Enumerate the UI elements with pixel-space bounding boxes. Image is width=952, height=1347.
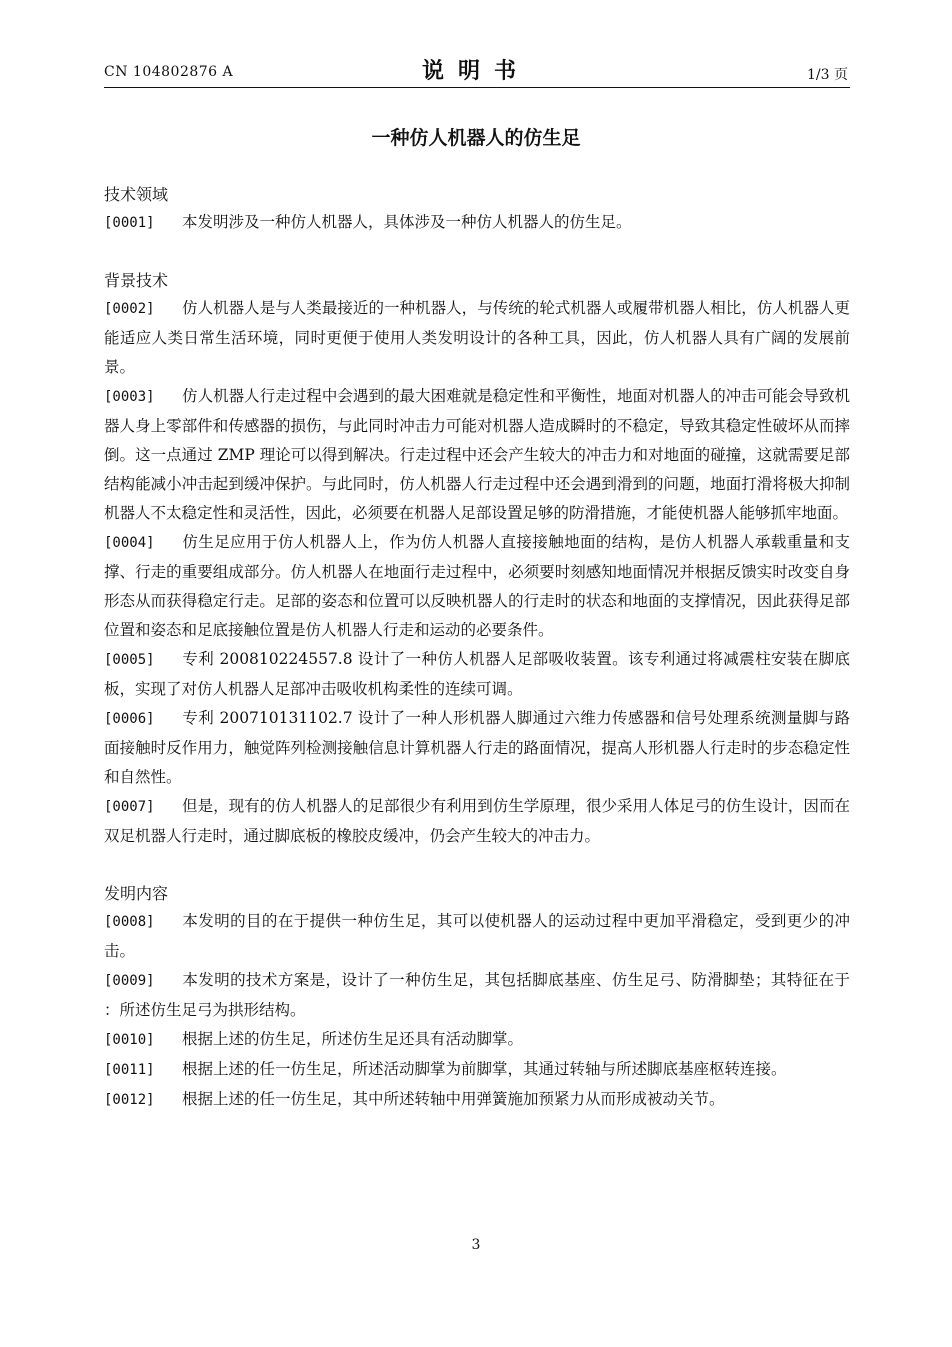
page-indicator: 1/3 页	[807, 67, 848, 83]
paragraph-text: 但是，现有的仿人机器人的足部很少有利用到仿生学原理，很少采用人体足弓的仿生设计，因而在双足机器人行走时，通过脚底板的橡胶皮缓冲，仍会产生较大的冲击力。	[104, 797, 850, 845]
patent-number: CN 104802876 A	[104, 64, 234, 80]
paragraph-number: [0009]	[104, 973, 155, 989]
paragraph-text: 专利 200810224557.8 设计了一种仿人机器人足部吸收装置。该专利通过将减震柱安装在脚底板，实现了对仿人机器人足部冲击吸收机构柔性的连续可调。	[104, 650, 850, 698]
paragraph	[104, 1085, 850, 1115]
header-rule	[104, 87, 850, 88]
section-technical-field	[104, 182, 850, 238]
paragraph-number: [0007]	[104, 799, 155, 815]
document-type: 说明书	[421, 58, 530, 84]
section-heading: 技术领域	[104, 185, 169, 204]
paragraph-text: 根据上述的任一仿生足，其中所述转轴中用弹簧施加预紧力从而形成被动关节。	[182, 1090, 725, 1108]
paragraph-text: 仿人机器人行走过程中会遇到的最大困难就是稳定性和平衡性，地面对机器人的冲击可能会导致机器人身上零部件和传感器的损伤，与此同时冲击力可能对机器人造成瞬时的不稳定，导致其稳定性破坏从而摔倒。这一点通过 ZMP 理论可以得到解决。行走过程中还会产生较大的冲击力和对地面的碰撞，这就需要足部结构能减小冲击起到缓冲保护。与此同时，仿人机器人行走过程中还会遇到滑到的问题，地面打滑将极大抑制机器人不太稳定性和灵活性，因此，必须要在机器人足部设置足够的防滑措施，才能使机器人能够抓牢地面。	[104, 387, 850, 522]
paragraph-number: [0001]	[104, 215, 155, 231]
paragraph-text: 根据上述的仿生足，所述仿生足还具有活动脚掌。	[182, 1030, 524, 1048]
paragraph-number: [0002]	[104, 301, 155, 317]
paragraph-text: 本发明涉及一种仿人机器人，具体涉及一种仿人机器人的仿生足。	[182, 213, 632, 231]
section-summary	[104, 881, 850, 1115]
paragraph-number: [0010]	[104, 1032, 155, 1048]
paragraph	[104, 704, 850, 792]
paragraph-text: 本发明的目的在于提供一种仿生足，其可以使机器人的运动过程中更加平滑稳定，受到更少的冲击。	[104, 912, 850, 960]
section-background	[104, 268, 850, 851]
section-heading: 发明内容	[104, 884, 169, 903]
paragraph	[104, 966, 850, 1025]
paragraph	[104, 1025, 850, 1055]
paragraph-text: 根据上述的任一仿生足，所述活动脚掌为前脚掌，其通过转轴与所述脚底基座枢转连接。	[182, 1060, 787, 1078]
page-number: 3	[471, 1237, 481, 1253]
paragraph-number: [0006]	[104, 711, 155, 727]
paragraph-text: 仿人机器人是与人类最接近的一种机器人，与传统的轮式机器人或履带机器人相比，仿人机器人更能适应人类日常生活环境，同时更便于使用人类发明设计的各种工具，因此，仿人机器人具有广阔的发展前景。	[104, 299, 850, 376]
paragraph-text: 本发明的技术方案是，设计了一种仿生足，其包括脚底基座、仿生足弓、防滑脚垫；其特征在于 ：所述仿生足弓为拱形结构。	[104, 971, 850, 1019]
paragraph	[104, 528, 850, 645]
paragraph	[104, 208, 850, 238]
paragraph-number: [0005]	[104, 652, 155, 668]
paragraph	[104, 645, 850, 704]
document-title: 一种仿人机器人的仿生足	[371, 127, 581, 149]
paragraph-number: [0004]	[104, 535, 155, 551]
paragraph	[104, 792, 850, 851]
paragraph	[104, 382, 850, 528]
paragraph-number: [0003]	[104, 389, 155, 405]
paragraph-number: [0008]	[104, 914, 155, 930]
paragraph-number: [0011]	[104, 1062, 155, 1078]
paragraph-text: 仿生足应用于仿人机器人上，作为仿人机器人直接接触地面的结构，是仿人机器人承载重量和支撑、行走的重要组成部分。仿人机器人在地面行走过程中，必须要时刻感知地面情况并根据反馈实时改变自身形态从而获得稳定行走。足部的姿态和位置可以反映机器人的行走时的状态和地面的支撑情况，因此获得足部位置和姿态和足底接触位置是仿人机器人行走和运动的必要条件。	[104, 533, 850, 639]
section-heading: 背景技术	[104, 271, 169, 290]
paragraph-text: 专利 200710131102.7 设计了一种人形机器人脚通过六维力传感器和信号处理系统测量脚与路面接触时反作用力，触觉阵列检测接触信息计算机器人行走的路面情况，提高人形机器人行走时的步态稳定性和自然性。	[104, 709, 850, 786]
document-body	[104, 182, 850, 1115]
paragraph-number: [0012]	[104, 1092, 155, 1108]
paragraph	[104, 294, 850, 382]
paragraph	[104, 1055, 850, 1085]
paragraph	[104, 907, 850, 966]
